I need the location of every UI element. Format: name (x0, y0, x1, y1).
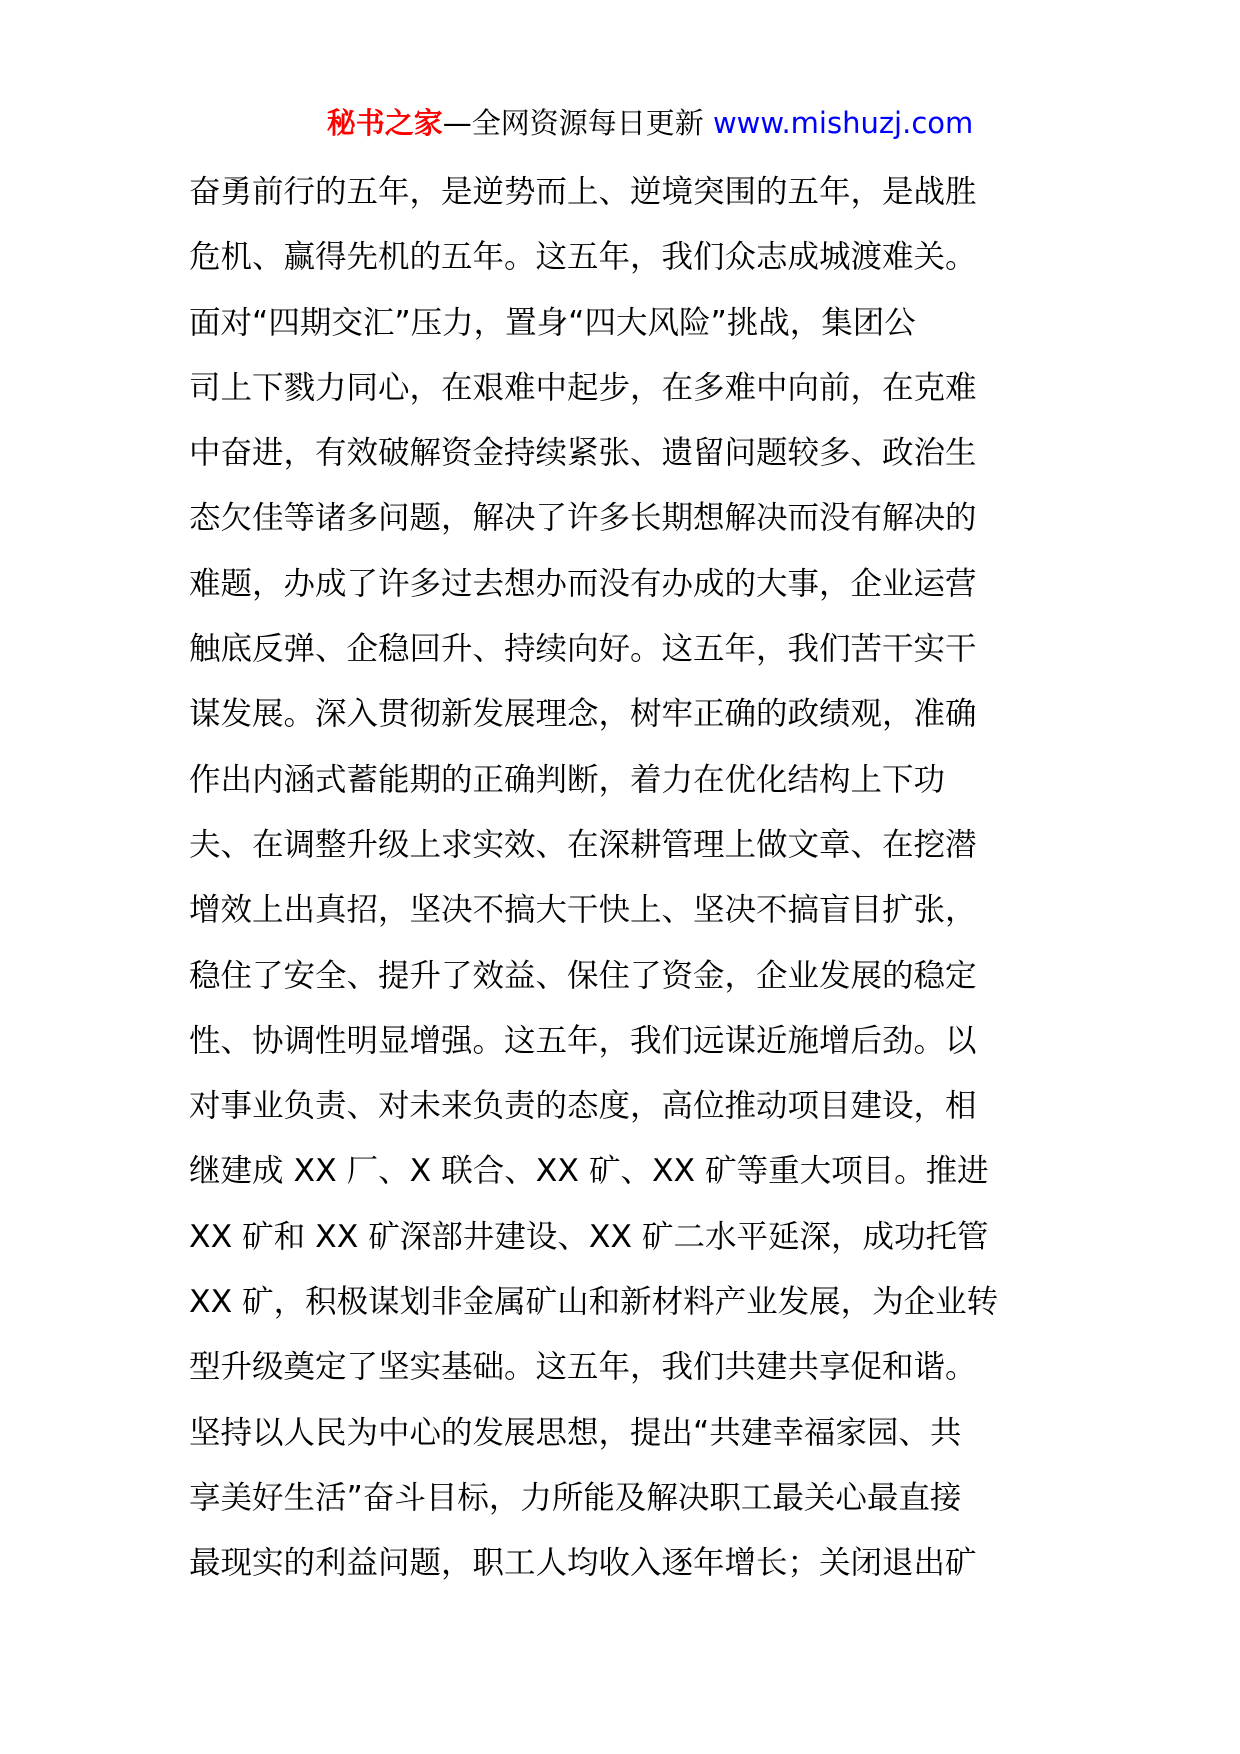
text-line: 触底反弹、企稳回升、持续向好。这五年，我们苦干实干 (189, 631, 977, 668)
brand-name: 秘书之家 (326, 106, 443, 140)
text-line: 享美好生活”奋斗目标，力所能及解决职工最关心最直接 (189, 1479, 962, 1516)
text-line: XX 矿，积极谋划非金属矿山和新材料产业发展，为企业转 (189, 1284, 999, 1321)
text-line: 夫、在调整升级上求实效、在深耕管理上做文章、在挖潜 (189, 826, 977, 863)
header-tagline: —全网资源每日更新 (442, 106, 704, 140)
text-line: 作出内涵式蓄能期的正确判断，着力在优化结构上下功 (189, 761, 946, 798)
document-body (189, 160, 1059, 1597)
text-line: 最现实的利益问题，职工人均收入逐年增长；关闭退出矿 (189, 1545, 977, 1582)
text-line: 危机、赢得先机的五年。这五年，我们众志成城渡难关。 (189, 239, 977, 276)
text-line: 难题，办成了许多过去想办而没有办成的大事，企业运营 (189, 565, 977, 602)
text-line: 对事业负责、对未来负责的态度，高位推动项目建设，相 (189, 1088, 977, 1125)
text-line: 增效上出真招，坚决不搞大干快上、坚决不搞盲目扩张， (189, 892, 977, 929)
text-line: 面对“四期交汇”压力，置身“四大风险”挑战，集团公 (189, 304, 916, 341)
page-header (30, 103, 1240, 143)
text-line: 态欠佳等诸多问题，解决了许多长期想解决而没有解决的 (189, 500, 977, 537)
text-line: 司上下戮力同心，在艰难中起步，在多难中向前，在克难 (189, 369, 977, 406)
text-line: XX 矿和 XX 矿深部井建设、XX 矿二水平延深，成功托管 (189, 1218, 989, 1255)
text-line: 性、协调性明显增强。这五年，我们远谋近施增后劲。以 (189, 1022, 977, 1059)
text-line: 稳住了安全、提升了效益、保住了资金，企业发展的稳定 (189, 957, 977, 994)
text-line: 谋发展。深入贯彻新发展理念，树牢正确的政绩观，准确 (189, 696, 977, 733)
text-line: 奋勇前行的五年，是逆势而上、逆境突围的五年，是战胜 (189, 174, 977, 210)
text-line: 继建成 XX 厂、X 联合、XX 矿、XX 矿等重大项目。推进 (189, 1153, 989, 1190)
text-line: 坚持以人民为中心的发展思想，提出“共建幸福家园、共 (189, 1414, 962, 1451)
site-url-link[interactable]: www.mishuzj.com (703, 106, 974, 140)
text-line: 型升级奠定了坚实基础。这五年，我们共建共享促和谐。 (189, 1349, 977, 1386)
text-line: 中奋进，有效破解资金持续紧张、遗留问题较多、政治生 (189, 435, 977, 472)
